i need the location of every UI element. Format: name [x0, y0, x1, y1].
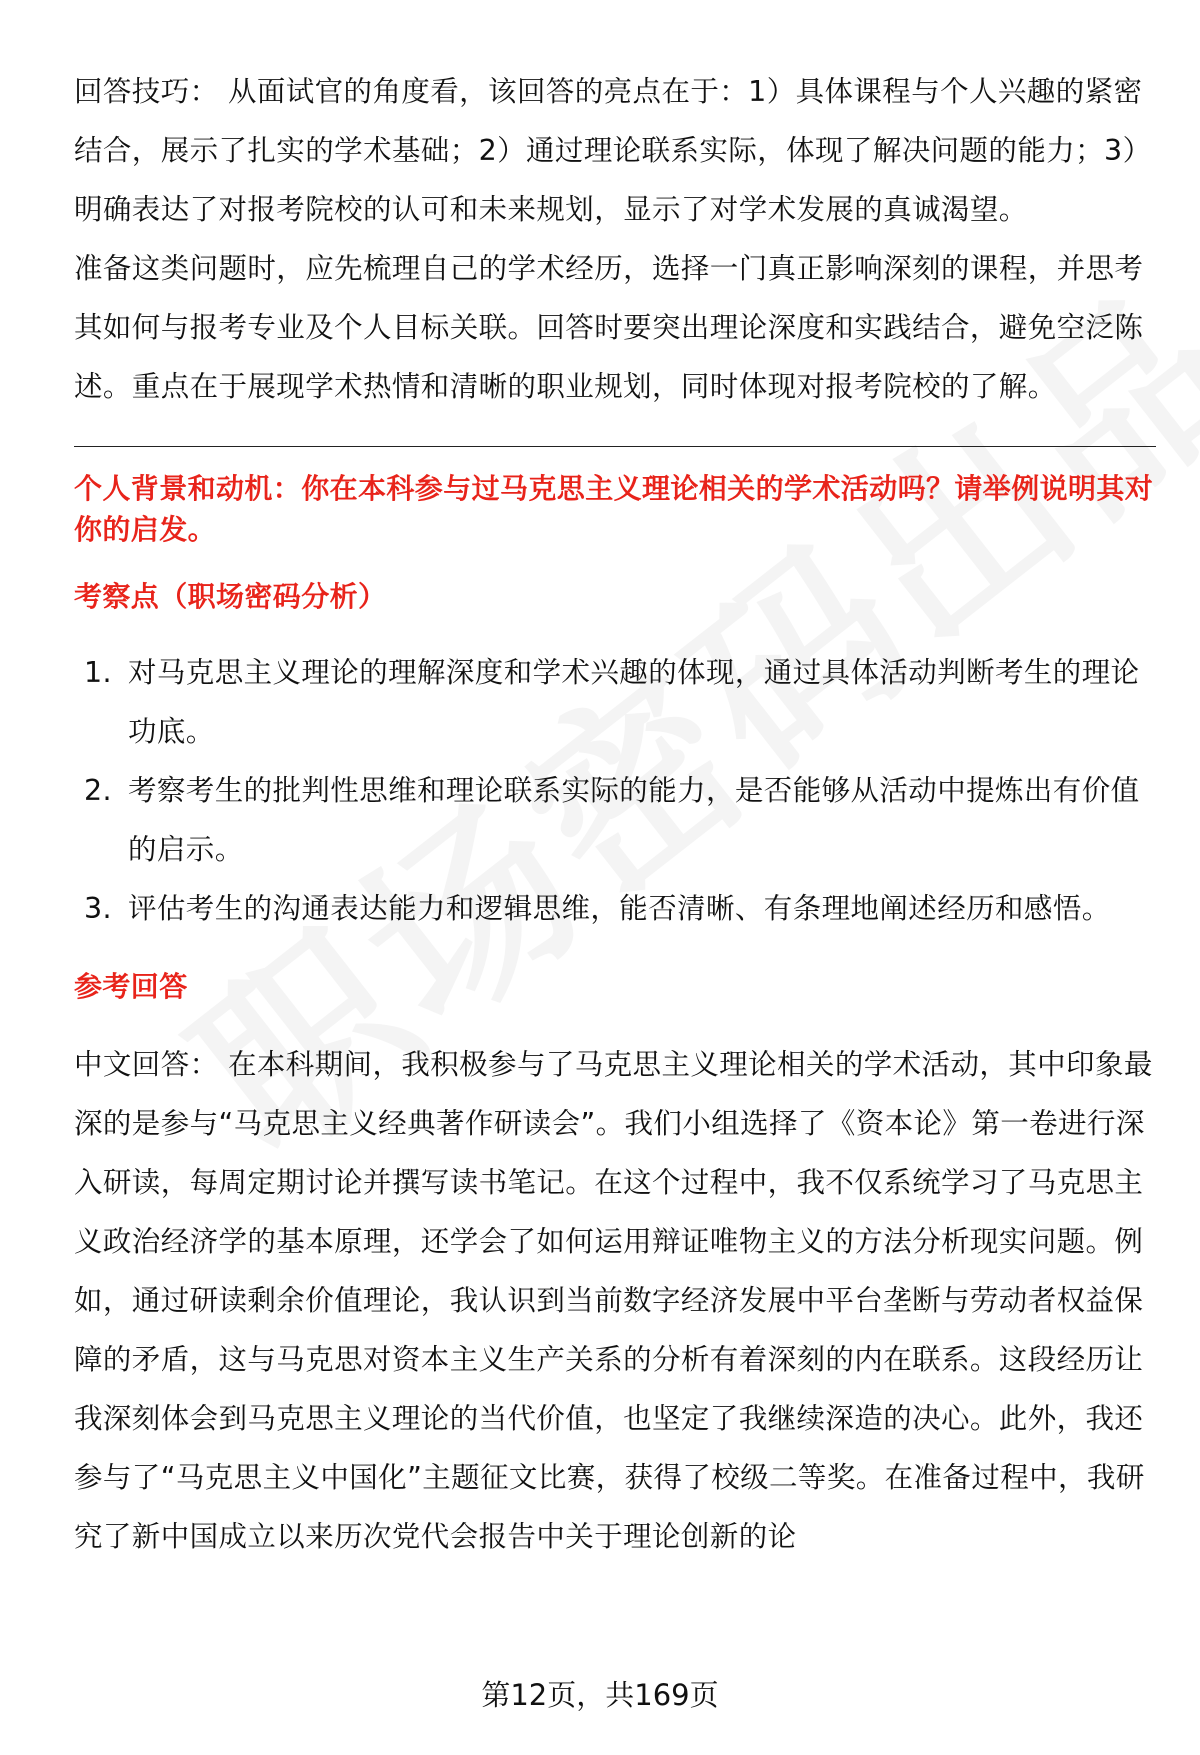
list-item-text: 评估考生的沟通表达能力和逻辑思维，能否清晰、有条理地阐述经历和感悟。	[128, 892, 1111, 925]
list-item	[74, 879, 1156, 938]
answer-tips-paragraph: 回答技巧： 从面试官的角度看，该回答的亮点在于：1）具体课程与个人兴趣的紧密结合，展示了扎实的学术基础；2）通过理论联系实际，体现了解决问题的能力；3）明确表达了对报考院校的认可和未来规划，显示了对学术发展的真诚渴望。	[74, 75, 1152, 226]
interview-question: 个人背景和动机：你在本科参与过马克思主义理论相关的学术活动吗？请举例说明其对你的启发。	[74, 472, 1154, 546]
list-item-number: 2.	[84, 774, 112, 807]
list-item	[74, 643, 1156, 761]
list-item-text: 考察考生的批判性思维和理论联系实际的能力，是否能够从活动中提炼出有价值的启示。	[128, 774, 1140, 866]
reference-answer-paragraph: 中文回答： 在本科期间，我积极参与了马克思主义理论相关的学术活动，其中印象最深的是参与“马克思主义经典著作研读会”。我们小组选择了《资本论》第一卷进行深入研读，每周定期讨论并撰写读书笔记。在这个过程中，我不仅系统学习了马克思主义政治经济学的基本原理，还学会了如何运用辩证唯物主义的方法分析现实问题。例如，通过研读剩余价值理论，我认识到当前数字经济发展中平台垄断与劳动者权益保障的矛盾，这与马克思对资本主义生产关系的分析有着深刻的内在联系。这段经历让我深刻体会到马克思主义理论的当代价值，也坚定了我继续深造的决心。此外，我还参与了“马克思主义中国化”主题征文比赛，获得了校级二等奖。在准备过程中，我研究了新中国成立以来历次党代会报告中关于理论创新的论	[74, 1048, 1153, 1553]
page-content	[74, 62, 1156, 1566]
section-divider	[74, 446, 1156, 447]
reference-answer-heading: 参考回答	[74, 970, 188, 1003]
assessment-list	[74, 643, 1156, 938]
list-item-number: 3.	[84, 892, 112, 925]
list-item-number: 1.	[84, 656, 112, 689]
assessment-heading: 考察点（职场密码分析）	[74, 580, 387, 613]
page-number-footer: 第12页，共169页	[481, 1678, 719, 1712]
preparation-advice-paragraph: 准备这类问题时，应先梳理自己的学术经历，选择一门真正影响深刻的课程，并思考其如何与报考专业及个人目标关联。回答时要突出理论深度和实践结合，避免空泛陈述。重点在于展现学术热情和清晰的职业规划，同时体现对报考院校的了解。	[74, 252, 1144, 403]
list-item	[74, 761, 1156, 879]
list-item-text: 对马克思主义理论的理解深度和学术兴趣的体现，通过具体活动判断考生的理论功底。	[128, 656, 1140, 748]
